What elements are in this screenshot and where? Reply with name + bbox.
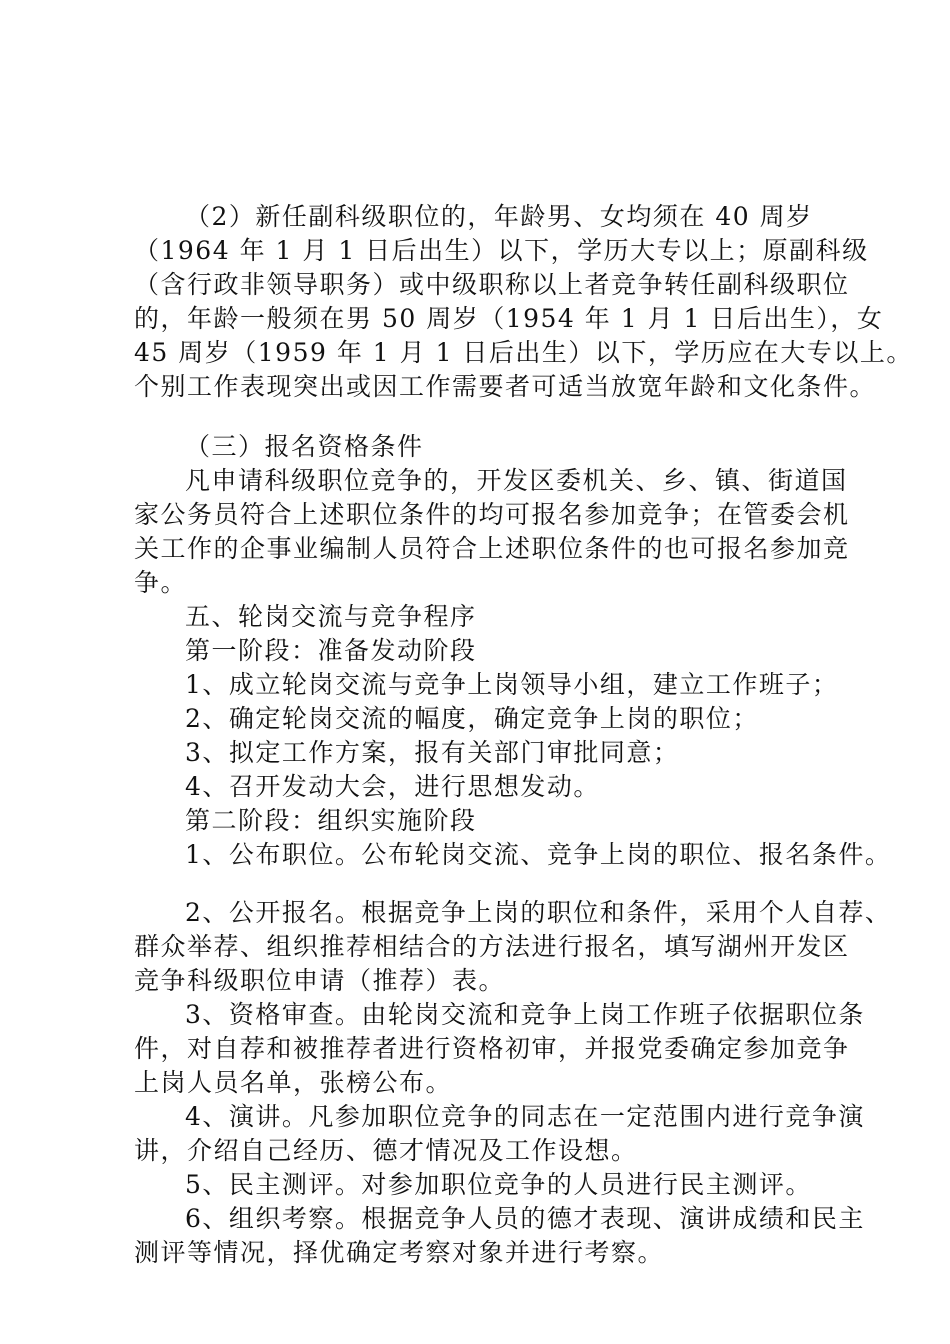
list-item: 5、民主测评。对参加职位竞争的人员进行民主测评。 (185, 1170, 812, 1199)
list-item: 1、成立轮岗交流与竞争上岗领导小组，建立工作班子； (185, 670, 839, 699)
list-item: 4、演讲。凡参加职位竞争的同志在一定范围内进行竞争演 (185, 1102, 865, 1131)
paragraph-line: 群众举荐、组织推荐相结合的方法进行报名，填写湖州开发区 (134, 932, 850, 961)
paragraph-line: （含行政非领导职务）或中级职称以上者竞争转任副科级职位 (134, 270, 850, 299)
paragraph-line: 关工作的企事业编制人员符合上述职位条件的也可报名参加竞 (134, 534, 850, 563)
list-item: 2、公开报名。根据竞争上岗的职位和条件，采用个人自荐、 (185, 898, 892, 927)
phase-heading: 第二阶段：组织实施阶段 (185, 806, 477, 835)
paragraph-line: 家公务员符合上述职位条件的均可报名参加竞争；在管委会机 (134, 500, 850, 529)
paragraph-line: 45 周岁（1959 年 1 月 1 日后出生）以下，学历应在大专以上。 (134, 338, 913, 367)
paragraph-line: 的，年龄一般须在男 50 周岁（1954 年 1 月 1 日后出生），女 (134, 304, 884, 333)
list-item: 3、拟定工作方案，报有关部门审批同意； (185, 738, 680, 767)
paragraph-line: 件，对自荐和被推荐者进行资格初审，并报党委确定参加竞争 (134, 1034, 850, 1063)
paragraph-line: 竞争科级职位申请（推荐）表。 (134, 966, 506, 995)
paragraph-line: 争。 (134, 568, 188, 597)
list-item: 1、公布职位。公布轮岗交流、竞争上岗的职位、报名条件。 (185, 840, 892, 869)
section-heading: 五、轮岗交流与竞争程序 (185, 602, 477, 631)
list-item: 3、资格审查。由轮岗交流和竞争上岗工作班子依据职位条 (185, 1000, 865, 1029)
paragraph-line: 上岗人员名单，张榜公布。 (134, 1068, 453, 1097)
list-item: 2、确定轮岗交流的幅度，确定竞争上岗的职位； (185, 704, 759, 733)
paragraph-line: 凡申请科级职位竞争的，开发区委机关、乡、镇、街道国 (185, 466, 848, 495)
section-heading: （三）报名资格条件 (185, 432, 424, 461)
paragraph-line: （2）新任副科级职位的，年龄男、女均须在 40 周岁 (185, 202, 813, 231)
phase-heading: 第一阶段：准备发动阶段 (185, 636, 477, 665)
list-item: 6、组织考察。根据竞争人员的德才表现、演讲成绩和民主 (185, 1204, 865, 1233)
paragraph-line: 测评等情况，择优确定考察对象并进行考察。 (134, 1238, 665, 1267)
paragraph-line: 个别工作表现突出或因工作需要者可适当放宽年龄和文化条件。 (134, 372, 877, 401)
list-item: 4、召开发动大会，进行思想发动。 (185, 772, 600, 801)
paragraph-line: （1964 年 1 月 1 日后出生）以下，学历大专以上；原副科级 (134, 236, 869, 265)
paragraph-line: 讲，介绍自己经历、德才情况及工作设想。 (134, 1136, 638, 1165)
